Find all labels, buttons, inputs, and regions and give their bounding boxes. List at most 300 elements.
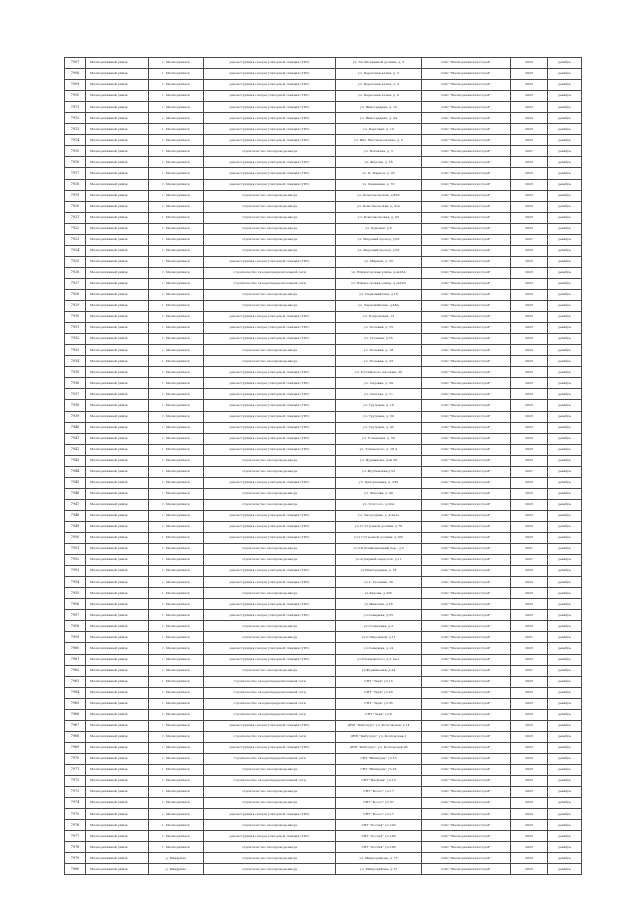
district-cell: Мелиоративный район xyxy=(86,798,149,809)
locality-cell: г. Мелиоративск xyxy=(149,776,204,787)
contractor-cell: ОАО "Мелиоративскгазстрой" xyxy=(422,521,511,532)
contractor-cell: ОАО "Мелиоративскгазстрой" xyxy=(422,289,511,300)
work-type-cell: строительство газопровода-ввода xyxy=(204,544,336,555)
month-cell: декабрь xyxy=(548,477,582,488)
address-cell: ул.Солнечная, д.5 xyxy=(336,621,422,632)
district-cell: Мелиоративный район xyxy=(86,610,149,621)
row-number-cell: 7964 xyxy=(65,687,86,698)
contractor-cell: ОАО "Мелиоративскгазстрой" xyxy=(422,742,511,753)
address-cell: ДНП "Кабучуро" уч. Колтовская,96 xyxy=(336,742,422,753)
month-cell: декабрь xyxy=(548,212,582,223)
work-type-cell: реконструкция газорегуляторной станции (ГРС) xyxy=(204,610,336,621)
contractor-cell: ОАО "Мелиоративскгазстрой" xyxy=(422,433,511,444)
district-cell: Мелиоративный район xyxy=(86,223,149,234)
address-cell: ул. Успенского, д. 18 А xyxy=(336,444,422,455)
row-number-cell: 7948 xyxy=(65,510,86,521)
address-cell: ул.2-й Коммунальный пер., д.3 xyxy=(336,544,422,555)
contractor-cell: ОАО "Мелиоративскгазстрой" xyxy=(422,323,511,334)
address-cell: ул. 50-Лиственной долины, д. 5 xyxy=(336,58,422,69)
table-row xyxy=(65,168,582,179)
address-cell: ул. Покровская, 13 xyxy=(336,312,422,323)
locality-cell: г. Мелиоративск xyxy=(149,334,204,345)
district-cell: Мелиоративный район xyxy=(86,113,149,124)
month-cell: декабрь xyxy=(548,69,582,80)
address-cell: ул. Вил. Высоковольтная, д. 5 xyxy=(336,135,422,146)
district-cell: Мелиоративный район xyxy=(86,477,149,488)
contractor-cell: ОАО "Мелиоративскгазстрой" xyxy=(422,411,511,422)
table-row xyxy=(65,731,582,742)
month-cell: декабрь xyxy=(548,312,582,323)
month-cell: декабрь xyxy=(548,80,582,91)
address-cell: ул. Успенская, д. 50 xyxy=(336,433,422,444)
row-number-cell: 7953 xyxy=(65,566,86,577)
month-cell: декабрь xyxy=(548,157,582,168)
table-row xyxy=(65,676,582,687)
row-number-cell: 7912 xyxy=(65,113,86,124)
contractor-cell: ОАО "Мелиоративскгазстрой" xyxy=(422,698,511,709)
contractor-cell: ОАО "Мелиоративскгазстрой" xyxy=(422,334,511,345)
month-cell: декабрь xyxy=(548,521,582,532)
district-cell: Мелиоративный район xyxy=(86,643,149,654)
district-cell: Мелиоративный район xyxy=(86,389,149,400)
year-cell: 2023 xyxy=(511,577,548,588)
contractor-cell: ОАО "Мелиоративскгазстрой" xyxy=(422,234,511,245)
work-type-cell: строительство газопровода-ввода xyxy=(204,842,336,853)
work-type-cell: реконструкция газорегуляторной станции (ГРС) xyxy=(204,411,336,422)
address-cell: ул.С.Пирожной, д.11 xyxy=(336,632,422,643)
locality-cell: д. Мандрино xyxy=(149,853,204,864)
row-number-cell: 7959 xyxy=(65,632,86,643)
contractor-cell: ОАО "Мелиоративскгазстрой" xyxy=(422,665,511,676)
contractor-cell: ОАО "Мелиоративскгазстрой" xyxy=(422,91,511,102)
work-type-cell: реконструкция газорегуляторной станции (ГРС) xyxy=(204,179,336,190)
contractor-cell: ОАО "Мелиоративскгазстрой" xyxy=(422,853,511,864)
contractor-cell: ОАО "Мелиоративскгазстрой" xyxy=(422,842,511,853)
district-cell: Мелиоративный район xyxy=(86,709,149,720)
locality-cell: г. Мелиоративск xyxy=(149,201,204,212)
contractor-cell: ОАО "Мелиоративскгазстрой" xyxy=(422,588,511,599)
work-type-cell: реконструкция газорегуляторной станции (ГРС) xyxy=(204,809,336,820)
address-cell: СНТ "Заря" уч.20 xyxy=(336,687,422,698)
locality-cell: г. Мелиоративск xyxy=(149,687,204,698)
table-row xyxy=(65,488,582,499)
table-row xyxy=(65,720,582,731)
month-cell: декабрь xyxy=(548,289,582,300)
locality-cell: г. Мелиоративск xyxy=(149,455,204,466)
locality-cell: г. Мелиоративск xyxy=(149,654,204,665)
table-row xyxy=(65,356,582,367)
row-number-cell: 7951 xyxy=(65,544,86,555)
locality-cell: г. Мелиоративск xyxy=(149,533,204,544)
year-cell: 2023 xyxy=(511,179,548,190)
row-number-cell: 7911 xyxy=(65,102,86,113)
contractor-cell: ОАО "Мелиоративскгазстрой" xyxy=(422,124,511,135)
district-cell: Мелиоративный район xyxy=(86,533,149,544)
district-cell: Мелиоративный район xyxy=(86,256,149,267)
district-cell: Мелиоративный район xyxy=(86,720,149,731)
contractor-cell: ОАО "Мелиоративскгазстрой" xyxy=(422,400,511,411)
contractor-cell: ОАО "Мелиоративскгазстрой" xyxy=(422,753,511,764)
table-row xyxy=(65,610,582,621)
address-cell: ул. К. Маркса, д. 35 xyxy=(336,168,422,179)
locality-cell: г. Мелиоративск xyxy=(149,466,204,477)
row-number-cell: 7977 xyxy=(65,831,86,842)
locality-cell: г. Мелиоративск xyxy=(149,389,204,400)
district-cell: Мелиоративный район xyxy=(86,455,149,466)
district-cell: Мелиоративный район xyxy=(86,190,149,201)
work-type-cell: реконструкция газорегуляторной станции (ГРС) xyxy=(204,510,336,521)
month-cell: декабрь xyxy=(548,323,582,334)
month-cell: декабрь xyxy=(548,753,582,764)
year-cell: 2023 xyxy=(511,267,548,278)
locality-cell: г. Мелиоративск xyxy=(149,157,204,168)
work-type-cell: реконструкция газорегуляторной станции (ГРС) xyxy=(204,168,336,179)
contractor-cell: ОАО "Мелиоративскгазстрой" xyxy=(422,599,511,610)
table-row xyxy=(65,566,582,577)
table-row xyxy=(65,742,582,753)
contractor-cell: ОАО "Мелиоративскгазстрой" xyxy=(422,267,511,278)
month-cell: декабрь xyxy=(548,864,582,875)
locality-cell: г. Мелиоративск xyxy=(149,632,204,643)
row-number-cell: 7965 xyxy=(65,698,86,709)
month-cell: декабрь xyxy=(548,809,582,820)
row-number-cell: 7927 xyxy=(65,278,86,289)
district-cell: Мелиоративный район xyxy=(86,289,149,300)
work-type-cell: строительство газораспределительной сети xyxy=(204,709,336,720)
year-cell: 2023 xyxy=(511,599,548,610)
month-cell: декабрь xyxy=(548,720,582,731)
contractor-cell: ОАО "Мелиоративскгазстрой" xyxy=(422,676,511,687)
work-type-cell: реконструкция газорегуляторной станции (ГРС) xyxy=(204,256,336,267)
row-number-cell: 7915 xyxy=(65,146,86,157)
locality-cell: г. Мелиоративск xyxy=(149,411,204,422)
table-row xyxy=(65,234,582,245)
row-number-cell: 7944 xyxy=(65,466,86,477)
row-number-cell: 7933 xyxy=(65,345,86,356)
table-row xyxy=(65,842,582,853)
district-cell: Мелиоративный район xyxy=(86,135,149,146)
address-cell: ул.Северная, д.14 xyxy=(336,643,422,654)
month-cell: декабрь xyxy=(548,544,582,555)
row-number-cell: 7943 xyxy=(65,455,86,466)
work-type-cell: реконструкция газорегуляторной станции (ГРС) xyxy=(204,378,336,389)
address-cell: ул. Центральная, д. 239 xyxy=(336,477,422,488)
contractor-cell: ОАО "Мелиоративскгазстрой" xyxy=(422,709,511,720)
work-type-cell: строительство газопровода-ввода xyxy=(204,345,336,356)
month-cell: декабрь xyxy=(548,599,582,610)
table-row xyxy=(65,367,582,378)
address-cell: СНТ "Заря" уч.15 xyxy=(336,676,422,687)
work-type-cell: реконструкция газорегуляторной станции (ГРС) xyxy=(204,720,336,731)
locality-cell: г. Мелиоративск xyxy=(149,146,204,157)
month-cell: декабрь xyxy=(548,135,582,146)
address-cell: ул. Первомайская, д.48А xyxy=(336,301,422,312)
district-cell: Мелиоративный район xyxy=(86,433,149,444)
contractor-cell: ОАО "Мелиоративскгазстрой" xyxy=(422,278,511,289)
year-cell: 2023 xyxy=(511,809,548,820)
month-cell: декабрь xyxy=(548,356,582,367)
work-type-cell: реконструкция газорегуляторной станции (ГРС) xyxy=(204,433,336,444)
month-cell: декабрь xyxy=(548,842,582,853)
work-type-cell: строительство газопровода-ввода xyxy=(204,665,336,676)
year-cell: 2023 xyxy=(511,411,548,422)
table-row xyxy=(65,146,582,157)
row-number-cell: 7917 xyxy=(65,168,86,179)
contractor-cell: ОАО "Мелиоративскгазстрой" xyxy=(422,643,511,654)
contractor-cell: ОАО "Мелиоративскгазстрой" xyxy=(422,312,511,323)
district-cell: Мелиоративный район xyxy=(86,776,149,787)
work-type-cell: реконструкция газорегуляторной станции (ГРС) xyxy=(204,124,336,135)
year-cell: 2023 xyxy=(511,113,548,124)
locality-cell: г. Мелиоративск xyxy=(149,499,204,510)
contractor-cell: ОАО "Мелиоративскгазстрой" xyxy=(422,367,511,378)
year-cell: 2023 xyxy=(511,312,548,323)
year-cell: 2023 xyxy=(511,533,548,544)
address-cell: ул. Береговая аллея, д. 8 xyxy=(336,91,422,102)
district-cell: Мелиоративный район xyxy=(86,599,149,610)
row-number-cell: 7924 xyxy=(65,245,86,256)
work-type-cell: реконструкция газорегуляторной станции (ГРС) xyxy=(204,422,336,433)
work-type-cell: строительство газораспределительной сети xyxy=(204,698,336,709)
month-cell: декабрь xyxy=(548,466,582,477)
address-cell: СНТ "Колос" уч.17 xyxy=(336,809,422,820)
year-cell: 2023 xyxy=(511,80,548,91)
table-row xyxy=(65,521,582,532)
contractor-cell: ОАО "Мелиоративскгазстрой" xyxy=(422,135,511,146)
table-row xyxy=(65,864,582,875)
row-number-cell: 7941 xyxy=(65,433,86,444)
row-number-cell: 7952 xyxy=(65,555,86,566)
table-row xyxy=(65,334,582,345)
district-cell: Мелиоративный район xyxy=(86,301,149,312)
table-row xyxy=(65,787,582,798)
address-cell: ул.Фурмановая, д.24 xyxy=(336,665,422,676)
district-cell: Мелиоративный район xyxy=(86,753,149,764)
address-cell: ул.Минская, д.18 xyxy=(336,599,422,610)
month-cell: декабрь xyxy=(548,566,582,577)
table-row xyxy=(65,544,582,555)
contractor-cell: ОАО "Мелиоративскгазстрой" xyxy=(422,444,511,455)
row-number-cell: 7909 xyxy=(65,80,86,91)
row-number-cell: 7929 xyxy=(65,301,86,312)
address-cell: ул. Трудовая, д. 30 xyxy=(336,411,422,422)
month-cell: декабрь xyxy=(548,787,582,798)
month-cell: декабрь xyxy=(548,146,582,157)
work-type-cell: строительство газопровода-ввода xyxy=(204,765,336,776)
row-number-cell: 7975 xyxy=(65,809,86,820)
locality-cell: г. Мелиоративск xyxy=(149,234,204,245)
work-type-cell: строительство газопровода-ввода xyxy=(204,621,336,632)
locality-cell: г. Мелиоративск xyxy=(149,323,204,334)
work-type-cell: строительство газопровода-ввода xyxy=(204,455,336,466)
work-type-cell: реконструкция газорегуляторной станции (ГРС) xyxy=(204,566,336,577)
address-cell: ул. Трудовая, д. 16 xyxy=(336,400,422,411)
month-cell: декабрь xyxy=(548,654,582,665)
row-number-cell: 7960 xyxy=(65,643,86,654)
year-cell: 2023 xyxy=(511,499,548,510)
locality-cell: г. Мелиоративск xyxy=(149,753,204,764)
month-cell: декабрь xyxy=(548,731,582,742)
address-cell: ул. Мирная, д. 59 xyxy=(336,256,422,267)
address-cell: ул. Российского пассажа, 20 xyxy=(336,367,422,378)
work-type-cell: строительство газопровода-ввода xyxy=(204,212,336,223)
month-cell: декабрь xyxy=(548,223,582,234)
table-row xyxy=(65,499,582,510)
work-type-cell: строительство газопровода-ввода xyxy=(204,146,336,157)
address-cell: СНТ "Заря" уч.8 xyxy=(336,709,422,720)
district-cell: Мелиоративный район xyxy=(86,555,149,566)
table-row xyxy=(65,378,582,389)
work-type-cell: реконструкция газорегуляторной станции (ГРС) xyxy=(204,312,336,323)
district-cell: Мелиоративный район xyxy=(86,577,149,588)
row-number-cell: 7976 xyxy=(65,820,86,831)
contractor-cell: ОАО "Мелиоративскгазстрой" xyxy=(422,345,511,356)
row-number-cell: 7980 xyxy=(65,864,86,875)
month-cell: декабрь xyxy=(548,742,582,753)
contractor-cell: ОАО "Мелиоративскгазстрой" xyxy=(422,190,511,201)
locality-cell: г. Мелиоративск xyxy=(149,809,204,820)
locality-cell: г. Мелиоративск xyxy=(149,831,204,842)
work-type-cell: строительство газопровода-ввода xyxy=(204,245,336,256)
row-number-cell: 7979 xyxy=(65,853,86,864)
district-cell: Мелиоративный район xyxy=(86,91,149,102)
work-type-cell: реконструкция газорегуляторной станции (ГРС) xyxy=(204,477,336,488)
address-cell: ДНП "Кабучуро" уч. Колтовская, д.14 xyxy=(336,720,422,731)
address-cell: ДНП "Кабучуро" уч. Колтовская,1 xyxy=(336,731,422,742)
year-cell: 2023 xyxy=(511,488,548,499)
address-cell: ул.17-Строевой долины, д.105 xyxy=(336,533,422,544)
district-cell: Мелиоративный район xyxy=(86,334,149,345)
contractor-cell: ОАО "Мелиоративскгазстрой" xyxy=(422,765,511,776)
address-cell: ул. Красная, д.6 xyxy=(336,223,422,234)
table-row xyxy=(65,323,582,334)
locality-cell: г. Мелиоративск xyxy=(149,599,204,610)
work-type-cell: реконструкция газорегуляторной станции (ГРС) xyxy=(204,389,336,400)
locality-cell: г. Мелиоративск xyxy=(149,720,204,731)
year-cell: 2023 xyxy=(511,654,548,665)
contractor-cell: ОАО "Мелиоративскгазстрой" xyxy=(422,146,511,157)
work-type-cell: строительство газопровода-ввода xyxy=(204,853,336,864)
year-cell: 2023 xyxy=(511,212,548,223)
address-cell: СНТ "Россия" уч.100 xyxy=(336,820,422,831)
year-cell: 2023 xyxy=(511,223,548,234)
year-cell: 2023 xyxy=(511,510,548,521)
month-cell: декабрь xyxy=(548,113,582,124)
district-cell: Мелиоративный район xyxy=(86,312,149,323)
locality-cell: г. Мелиоративск xyxy=(149,731,204,742)
contractor-cell: ОАО "Мелиоративскгазстрой" xyxy=(422,654,511,665)
row-number-cell: 7916 xyxy=(65,157,86,168)
table-row xyxy=(65,510,582,521)
row-number-cell: 7914 xyxy=(65,135,86,146)
row-number-cell: 7972 xyxy=(65,776,86,787)
year-cell: 2023 xyxy=(511,621,548,632)
row-number-cell: 7939 xyxy=(65,411,86,422)
address-cell: ул. Трудовая, д. 45 xyxy=(336,422,422,433)
row-number-cell: 7971 xyxy=(65,765,86,776)
contractor-cell: ОАО "Мелиоративскгазстрой" xyxy=(422,544,511,555)
address-cell: ул.17-Строевой долины, д.79 xyxy=(336,521,422,532)
row-number-cell: 7925 xyxy=(65,256,86,267)
contractor-cell: ОАО "Мелиоративскгазстрой" xyxy=(422,621,511,632)
table-row xyxy=(65,654,582,665)
locality-cell: г. Мелиоративск xyxy=(149,356,204,367)
month-cell: декабрь xyxy=(548,334,582,345)
contractor-cell: ОАО "Мелиоративскгазстрой" xyxy=(422,577,511,588)
table-row xyxy=(65,588,582,599)
district-cell: Мелиоративный район xyxy=(86,201,149,212)
district-cell: Мелиоративный район xyxy=(86,621,149,632)
address-cell: ул. Полевая, д. 22 xyxy=(336,356,422,367)
month-cell: декабрь xyxy=(548,820,582,831)
contractor-cell: ОАО "Мелиоративскгазстрой" xyxy=(422,356,511,367)
table-row xyxy=(65,157,582,168)
row-number-cell: 7945 xyxy=(65,477,86,488)
table-row xyxy=(65,102,582,113)
work-type-cell: реконструкция газорегуляторной станции (ГРС) xyxy=(204,69,336,80)
table-row xyxy=(65,58,582,69)
row-number-cell: 7931 xyxy=(65,323,86,334)
district-cell: Мелиоративный район xyxy=(86,367,149,378)
month-cell: декабрь xyxy=(548,411,582,422)
month-cell: декабрь xyxy=(548,643,582,654)
row-number-cell: 7968 xyxy=(65,731,86,742)
contractor-cell: ОАО "Мелиоративскгазстрой" xyxy=(422,179,511,190)
month-cell: декабрь xyxy=(548,58,582,69)
table-row xyxy=(65,455,582,466)
table-row xyxy=(65,466,582,477)
address-cell: СНТ "Заря" уч.35 xyxy=(336,698,422,709)
month-cell: декабрь xyxy=(548,389,582,400)
row-number-cell: 7957 xyxy=(65,610,86,621)
month-cell: декабрь xyxy=(548,400,582,411)
address-cell: ул. Каменная, д. 70 xyxy=(336,179,422,190)
locality-cell: г. Мелиоративск xyxy=(149,433,204,444)
locality-cell: г. Мелиоративск xyxy=(149,488,204,499)
year-cell: 2023 xyxy=(511,687,548,698)
table-row xyxy=(65,621,582,632)
district-cell: Мелиоративный район xyxy=(86,787,149,798)
district-cell: Мелиоративный район xyxy=(86,444,149,455)
address-cell: ул. Чкалова, д. 46 xyxy=(336,488,422,499)
month-cell: декабрь xyxy=(548,190,582,201)
month-cell: декабрь xyxy=(548,488,582,499)
locality-cell: г. Мелиоративск xyxy=(149,267,204,278)
work-type-cell: реконструкция газорегуляторной станции (ГРС) xyxy=(204,599,336,610)
work-type-cell: реконструкция газорегуляторной станции (ГРС) xyxy=(204,643,336,654)
row-number-cell: 7936 xyxy=(65,378,86,389)
row-number-cell: 7930 xyxy=(65,312,86,323)
locality-cell: г. Мелиоративск xyxy=(149,113,204,124)
address-cell: ул. Медовый проезд, д.65 xyxy=(336,245,422,256)
month-cell: декабрь xyxy=(548,234,582,245)
district-cell: Мелиоративный район xyxy=(86,544,149,555)
address-cell: ул. Южногорская-улица, дом16А xyxy=(336,267,422,278)
table-row xyxy=(65,422,582,433)
table-row xyxy=(65,301,582,312)
locality-cell: г. Мелиоративск xyxy=(149,765,204,776)
work-type-cell: строительство газопровода-ввода xyxy=(204,201,336,212)
month-cell: декабрь xyxy=(548,91,582,102)
address-cell: ул.Аграрный переулок, д.11 xyxy=(336,555,422,566)
address-cell: ул. Комсомольская, д. 91а xyxy=(336,201,422,212)
year-cell: 2023 xyxy=(511,345,548,356)
address-cell: ул. Первомайская, д.18 xyxy=(336,289,422,300)
district-cell: Мелиоративный район xyxy=(86,234,149,245)
district-cell: Мелиоративный район xyxy=(86,422,149,433)
contractor-cell: ОАО "Мелиоративскгазстрой" xyxy=(422,455,511,466)
locality-cell: г. Мелиоративск xyxy=(149,102,204,113)
